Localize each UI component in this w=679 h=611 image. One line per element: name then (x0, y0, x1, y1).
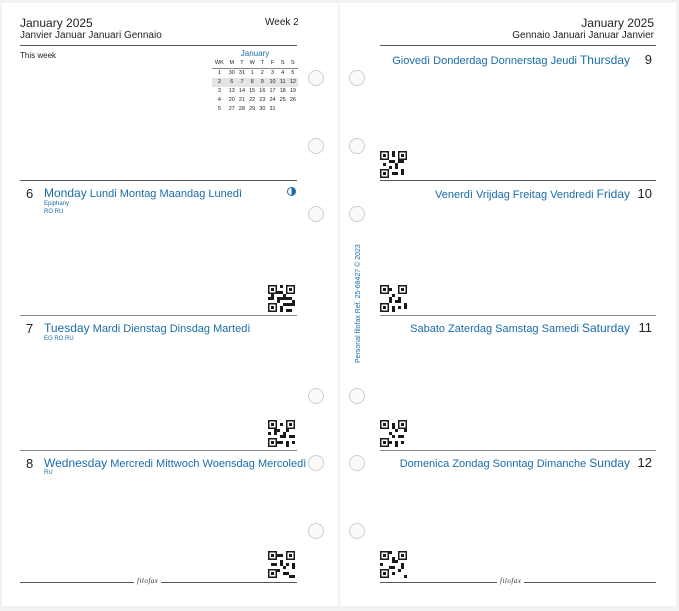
mini-calendar-header: WK (212, 59, 227, 69)
day-name-translations: Mercredi Mittwoch Woensdag Mercoledì (110, 458, 307, 470)
mini-calendar-cell: 30 (228, 70, 235, 76)
qr-code-icon (380, 285, 407, 312)
mini-calendar-row (212, 96, 298, 105)
left-month-languages: Janvier Januar Januari Gennaio (20, 30, 162, 41)
mini-calendar-table (212, 59, 298, 114)
mini-calendar-cell: 26 (289, 97, 296, 103)
qr-code-icon (268, 551, 295, 578)
mini-calendar-cell: 1 (217, 70, 221, 76)
mini-calendar-cell: 4 (281, 70, 285, 76)
mini-calendar-cell: 10 (267, 78, 277, 87)
mini-calendar-cell: 1 (250, 70, 254, 76)
mini-calendar-cell (288, 105, 298, 114)
mini-calendar-cell: 23 (259, 97, 266, 103)
mini-calendar-cell: 6 (227, 78, 237, 87)
header-rule (380, 45, 656, 46)
day-end-rule (20, 315, 297, 316)
day-name-translations: Venerdì Vrijdag Freitag Vendredi (435, 189, 594, 201)
day-name-main: Thursday (579, 53, 630, 67)
mini-calendar-cell (278, 105, 288, 114)
mini-calendar-cell: 9 (257, 78, 267, 87)
right-month-title: January 2025 (581, 16, 654, 30)
ring-hole (308, 455, 324, 471)
day-name-line (435, 187, 630, 201)
ring-hole (308, 70, 324, 86)
mini-calendar-cell: 17 (269, 88, 276, 94)
day-name-main: Sunday (589, 456, 630, 470)
mini-calendar-header: S (278, 59, 288, 69)
day-name-translations: Lundi Montag Maandag Lunedì (89, 188, 243, 200)
mini-calendar-row (212, 78, 298, 87)
mini-calendar-row (212, 69, 298, 79)
day-name-line (400, 456, 630, 470)
day-name-main: Monday (44, 186, 87, 200)
day-name-main: Friday (596, 187, 630, 201)
day-name-main: Wednesday (44, 456, 108, 470)
mini-calendar-cell: 12 (288, 78, 298, 87)
mini-calendar-cell: 30 (259, 106, 266, 112)
day-rule (20, 180, 297, 181)
mini-calendar-cell: 22 (249, 97, 256, 103)
mini-calendar-cell: 24 (269, 97, 276, 103)
day-name-line (44, 321, 250, 335)
day-rule (380, 315, 656, 316)
week-label: Week 2 (265, 17, 299, 28)
ring-hole (349, 70, 365, 86)
mini-calendar-cell: 4 (217, 97, 221, 103)
mini-calendar-cell: 28 (238, 106, 246, 112)
day-number: 12 (637, 455, 652, 470)
mini-calendar-header: W (247, 59, 257, 69)
day-name-line (44, 456, 306, 470)
day-number: 9 (644, 52, 652, 67)
brand-logo: filofax (497, 577, 524, 585)
day-name-translations: Domenica Zondag Sonntag Dimanche (399, 458, 587, 470)
mini-calendar-row (212, 105, 298, 114)
mini-calendar-cell: 3 (270, 70, 275, 76)
ring-hole (308, 388, 324, 404)
day-number: 7 (26, 321, 34, 336)
mini-calendar-header: F (267, 59, 277, 69)
qr-code-icon (380, 151, 407, 178)
mini-calendar-cell: 14 (238, 88, 246, 94)
mini-calendar-title: January (240, 49, 270, 58)
holiday-countries: EG RO RU (44, 336, 74, 342)
day-number: 6 (26, 186, 34, 201)
qr-code-icon (380, 551, 407, 578)
day-rule (380, 180, 656, 181)
mini-calendar-cell: 31 (269, 106, 276, 112)
header-rule (20, 45, 297, 46)
mini-calendar (212, 49, 298, 114)
ring-hole (349, 138, 365, 154)
mini-calendar-row (212, 87, 298, 96)
day-rule (380, 450, 656, 451)
mini-calendar-header: S (288, 59, 298, 69)
moon-phase-icon (287, 187, 296, 196)
mini-calendar-header: T (257, 59, 267, 69)
ring-hole (349, 455, 365, 471)
ring-hole (349, 523, 365, 539)
right-month-languages: Gennaio Januari Januar Janvier (512, 30, 654, 41)
holiday-countries: RO RU (44, 209, 64, 215)
mini-calendar-cell: 20 (228, 97, 235, 103)
day-end-rule (20, 450, 297, 451)
day-name-translations: Giovedì Donderdag Donnerstag Jeudi (392, 55, 577, 67)
day-number: 10 (637, 186, 652, 201)
ring-hole (308, 138, 324, 154)
qr-code-icon (268, 285, 295, 312)
day-name-line (392, 53, 630, 67)
mini-calendar-cell: 29 (249, 106, 256, 112)
right-page (340, 3, 676, 606)
day-name-main: Tuesday (44, 321, 90, 335)
mini-calendar-cell: 18 (279, 88, 286, 94)
mini-calendar-cell: 5 (291, 70, 295, 76)
mini-calendar-cell: 2 (212, 78, 227, 87)
mini-calendar-cell: 11 (278, 78, 288, 87)
qr-code-icon (380, 420, 407, 447)
left-page (2, 3, 338, 606)
qr-code-icon (268, 420, 295, 447)
mini-calendar-header: T (237, 59, 247, 69)
left-month-title: January 2025 (20, 16, 93, 30)
ring-hole (308, 523, 324, 539)
mini-calendar-cell: 3 (217, 88, 221, 94)
holiday-note: Epiphany (44, 201, 70, 207)
day-name-translations: Sabato Zaterdag Samstag Samedi (410, 323, 579, 335)
mini-calendar-cell: 16 (259, 88, 266, 94)
mini-calendar-cell: 13 (228, 88, 235, 94)
product-reference: Personal filofax Ref. 25-68427 © 2023 (355, 244, 362, 363)
mini-calendar-cell: 15 (249, 88, 256, 94)
mini-calendar-cell: 2 (260, 70, 264, 76)
mini-calendar-header: M (227, 59, 237, 69)
ring-hole (349, 206, 365, 222)
day-number: 8 (26, 456, 34, 471)
this-week-label: This week (20, 51, 57, 60)
day-name-line (410, 321, 630, 335)
mini-calendar-cell: 25 (279, 97, 286, 103)
day-name-translations: Mardi Dienstag Dinsdag Martedì (92, 323, 251, 335)
mini-calendar-cell: 7 (237, 78, 247, 87)
ring-hole (308, 206, 324, 222)
brand-logo: filofax (134, 577, 161, 585)
mini-calendar-cell: 8 (247, 78, 257, 87)
day-name-line (44, 186, 242, 200)
mini-calendar-cell: 5 (217, 106, 221, 112)
holiday-countries: RU (44, 470, 53, 476)
mini-calendar-cell: 27 (228, 106, 235, 112)
day-number: 11 (638, 320, 652, 335)
mini-calendar-cell: 21 (238, 97, 246, 103)
mini-calendar-header-row (212, 59, 298, 69)
ring-hole (349, 388, 365, 404)
mini-calendar-cell: 19 (289, 88, 296, 94)
day-name-main: Saturday (581, 321, 630, 335)
mini-calendar-cell: 31 (238, 70, 246, 76)
